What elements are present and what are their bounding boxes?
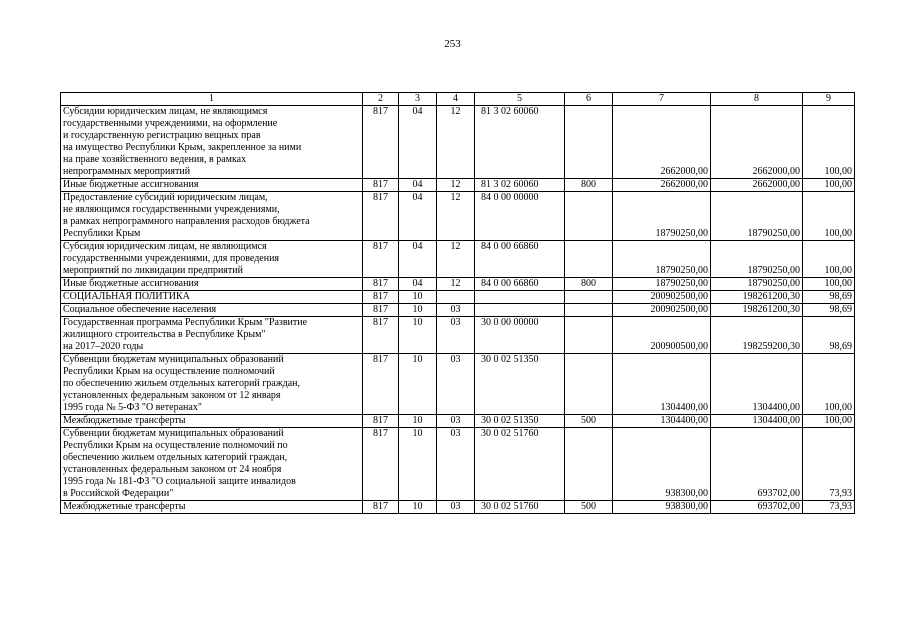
- row-target-article: 84 0 00 66860: [475, 278, 565, 291]
- row-executed-amount: 2662000,00: [711, 106, 803, 179]
- table-row: [61, 304, 855, 317]
- row-executed-amount: 2662000,00: [711, 179, 803, 192]
- row-admin-code: 817: [363, 106, 399, 179]
- table-row: [61, 179, 855, 192]
- header-cell: 8: [711, 93, 803, 106]
- row-planned-amount: 200902500,00: [613, 291, 711, 304]
- row-description: Предоставление субсидий юридическим лицам, не являющимся государственными учреждениями, в рамках непрограммного направления расходов бюджета Республики Крым: [61, 192, 363, 241]
- header-cell: 4: [437, 93, 475, 106]
- row-planned-amount: 200902500,00: [613, 304, 711, 317]
- row-section: 10: [399, 291, 437, 304]
- row-subsection: 12: [437, 278, 475, 291]
- row-target-article: [475, 304, 565, 317]
- row-percent: 98,69: [803, 291, 855, 304]
- row-expense-type: [565, 106, 613, 179]
- row-expense-type: 500: [565, 501, 613, 514]
- row-section: 10: [399, 317, 437, 354]
- row-section: 10: [399, 501, 437, 514]
- row-section: 04: [399, 192, 437, 241]
- row-section: 10: [399, 415, 437, 428]
- row-percent: 73,93: [803, 501, 855, 514]
- table-row: [61, 501, 855, 514]
- row-executed-amount: 198261200,30: [711, 291, 803, 304]
- row-target-article: 30 0 02 51350: [475, 354, 565, 415]
- row-planned-amount: 18790250,00: [613, 241, 711, 278]
- row-section: 04: [399, 241, 437, 278]
- row-section: 10: [399, 354, 437, 415]
- row-executed-amount: 1304400,00: [711, 354, 803, 415]
- row-subsection: 03: [437, 428, 475, 501]
- row-admin-code: 817: [363, 428, 399, 501]
- row-target-article: 30 0 02 51760: [475, 501, 565, 514]
- row-section: 04: [399, 278, 437, 291]
- row-subsection: 03: [437, 317, 475, 354]
- row-executed-amount: 18790250,00: [711, 192, 803, 241]
- row-target-article: 30 0 00 00000: [475, 317, 565, 354]
- row-subsection: 03: [437, 415, 475, 428]
- row-expense-type: 500: [565, 415, 613, 428]
- budget-table: [60, 92, 855, 514]
- row-percent: 100,00: [803, 241, 855, 278]
- row-description: Субсидия юридическим лицам, не являющимся государственными учреждениями, для проведения мероприятий по ликвидации предприятий: [61, 241, 363, 278]
- row-admin-code: 817: [363, 179, 399, 192]
- row-description: СОЦИАЛЬНАЯ ПОЛИТИКА: [61, 291, 363, 304]
- row-expense-type: [565, 428, 613, 501]
- row-description: Социальное обеспечение населения: [61, 304, 363, 317]
- row-subsection: 12: [437, 241, 475, 278]
- row-planned-amount: 18790250,00: [613, 278, 711, 291]
- table-row: [61, 192, 855, 241]
- row-target-article: 81 3 02 60060: [475, 106, 565, 179]
- row-description: Государственная программа Республики Крым "Развитие жилищного строительства в Республике Крым" на 2017–2020 годы: [61, 317, 363, 354]
- row-section: 04: [399, 106, 437, 179]
- row-admin-code: 817: [363, 354, 399, 415]
- header-cell: 6: [565, 93, 613, 106]
- row-subsection: 12: [437, 192, 475, 241]
- header-cell: 3: [399, 93, 437, 106]
- page-number: 253: [444, 38, 461, 50]
- row-description: Субвенции бюджетам муниципальных образований Республики Крым на осуществление полномочий по обеспечению жильем отдельных категорий граждан, установленных федеральным законом от 24 ноября 1995 года № 181-ФЗ "О социальной защите инвалидов в Российской Федерации": [61, 428, 363, 501]
- table-row: [61, 291, 855, 304]
- row-admin-code: 817: [363, 501, 399, 514]
- table-header-row: [61, 93, 855, 106]
- row-expense-type: [565, 241, 613, 278]
- row-percent: 100,00: [803, 415, 855, 428]
- row-section: 04: [399, 179, 437, 192]
- row-target-article: 84 0 00 00000: [475, 192, 565, 241]
- row-section: 10: [399, 304, 437, 317]
- row-target-article: 81 3 02 60060: [475, 179, 565, 192]
- row-expense-type: 800: [565, 278, 613, 291]
- row-planned-amount: 1304400,00: [613, 415, 711, 428]
- row-admin-code: 817: [363, 304, 399, 317]
- row-target-article: [475, 291, 565, 304]
- row-percent: 98,69: [803, 304, 855, 317]
- row-executed-amount: 18790250,00: [711, 241, 803, 278]
- row-expense-type: [565, 291, 613, 304]
- row-target-article: 30 0 02 51760: [475, 428, 565, 501]
- row-description: Межбюджетные трансферты: [61, 501, 363, 514]
- row-subsection: 12: [437, 179, 475, 192]
- row-executed-amount: 1304400,00: [711, 415, 803, 428]
- row-executed-amount: 693702,00: [711, 501, 803, 514]
- header-cell: 5: [475, 93, 565, 106]
- row-planned-amount: 18790250,00: [613, 192, 711, 241]
- table-body: [61, 106, 855, 514]
- table-row: [61, 354, 855, 415]
- row-description: Субвенции бюджетам муниципальных образований Республики Крым на осуществление полномочий по обеспечению жильем отдельных категорий граждан, установленных федеральным законом от 12 января 1995 года № 5-ФЗ "О ветеранах": [61, 354, 363, 415]
- row-expense-type: [565, 354, 613, 415]
- row-executed-amount: 198261200,30: [711, 304, 803, 317]
- row-executed-amount: 693702,00: [711, 428, 803, 501]
- header-cell: 1: [61, 93, 363, 106]
- row-expense-type: [565, 304, 613, 317]
- table-row: [61, 428, 855, 501]
- row-expense-type: [565, 192, 613, 241]
- row-planned-amount: 938300,00: [613, 428, 711, 501]
- row-admin-code: 817: [363, 278, 399, 291]
- row-description: Иные бюджетные ассигнования: [61, 179, 363, 192]
- row-subsection: [437, 291, 475, 304]
- row-executed-amount: 18790250,00: [711, 278, 803, 291]
- row-percent: 100,00: [803, 179, 855, 192]
- row-expense-type: 800: [565, 179, 613, 192]
- row-planned-amount: 1304400,00: [613, 354, 711, 415]
- row-admin-code: 817: [363, 192, 399, 241]
- table-row: [61, 241, 855, 278]
- row-section: 10: [399, 428, 437, 501]
- table-row: [61, 317, 855, 354]
- row-admin-code: 817: [363, 317, 399, 354]
- header-cell: 7: [613, 93, 711, 106]
- row-admin-code: 817: [363, 241, 399, 278]
- row-description: Субсидии юридическим лицам, не являющимся государственными учреждениями, на оформление и государственную регистрацию вещных прав на имущество Республики Крым, закрепленное за ними на праве хозяйственного ведения, в рамках непрограммных мероприятий: [61, 106, 363, 179]
- row-percent: 100,00: [803, 354, 855, 415]
- row-target-article: 84 0 00 66860: [475, 241, 565, 278]
- row-percent: 100,00: [803, 278, 855, 291]
- table-row: [61, 106, 855, 179]
- row-subsection: 03: [437, 354, 475, 415]
- row-percent: 100,00: [803, 106, 855, 179]
- row-target-article: 30 0 02 51350: [475, 415, 565, 428]
- row-percent: 98,69: [803, 317, 855, 354]
- table-row: [61, 415, 855, 428]
- row-admin-code: 817: [363, 415, 399, 428]
- header-cell: 2: [363, 93, 399, 106]
- row-planned-amount: 2662000,00: [613, 106, 711, 179]
- row-subsection: 03: [437, 501, 475, 514]
- row-planned-amount: 938300,00: [613, 501, 711, 514]
- row-executed-amount: 198259200,30: [711, 317, 803, 354]
- row-admin-code: 817: [363, 291, 399, 304]
- row-description: Межбюджетные трансферты: [61, 415, 363, 428]
- row-planned-amount: 2662000,00: [613, 179, 711, 192]
- row-description: Иные бюджетные ассигнования: [61, 278, 363, 291]
- table-row: [61, 278, 855, 291]
- row-subsection: 12: [437, 106, 475, 179]
- row-percent: 73,93: [803, 428, 855, 501]
- header-cell: 9: [803, 93, 855, 106]
- row-planned-amount: 200900500,00: [613, 317, 711, 354]
- row-percent: 100,00: [803, 192, 855, 241]
- row-subsection: 03: [437, 304, 475, 317]
- row-expense-type: [565, 317, 613, 354]
